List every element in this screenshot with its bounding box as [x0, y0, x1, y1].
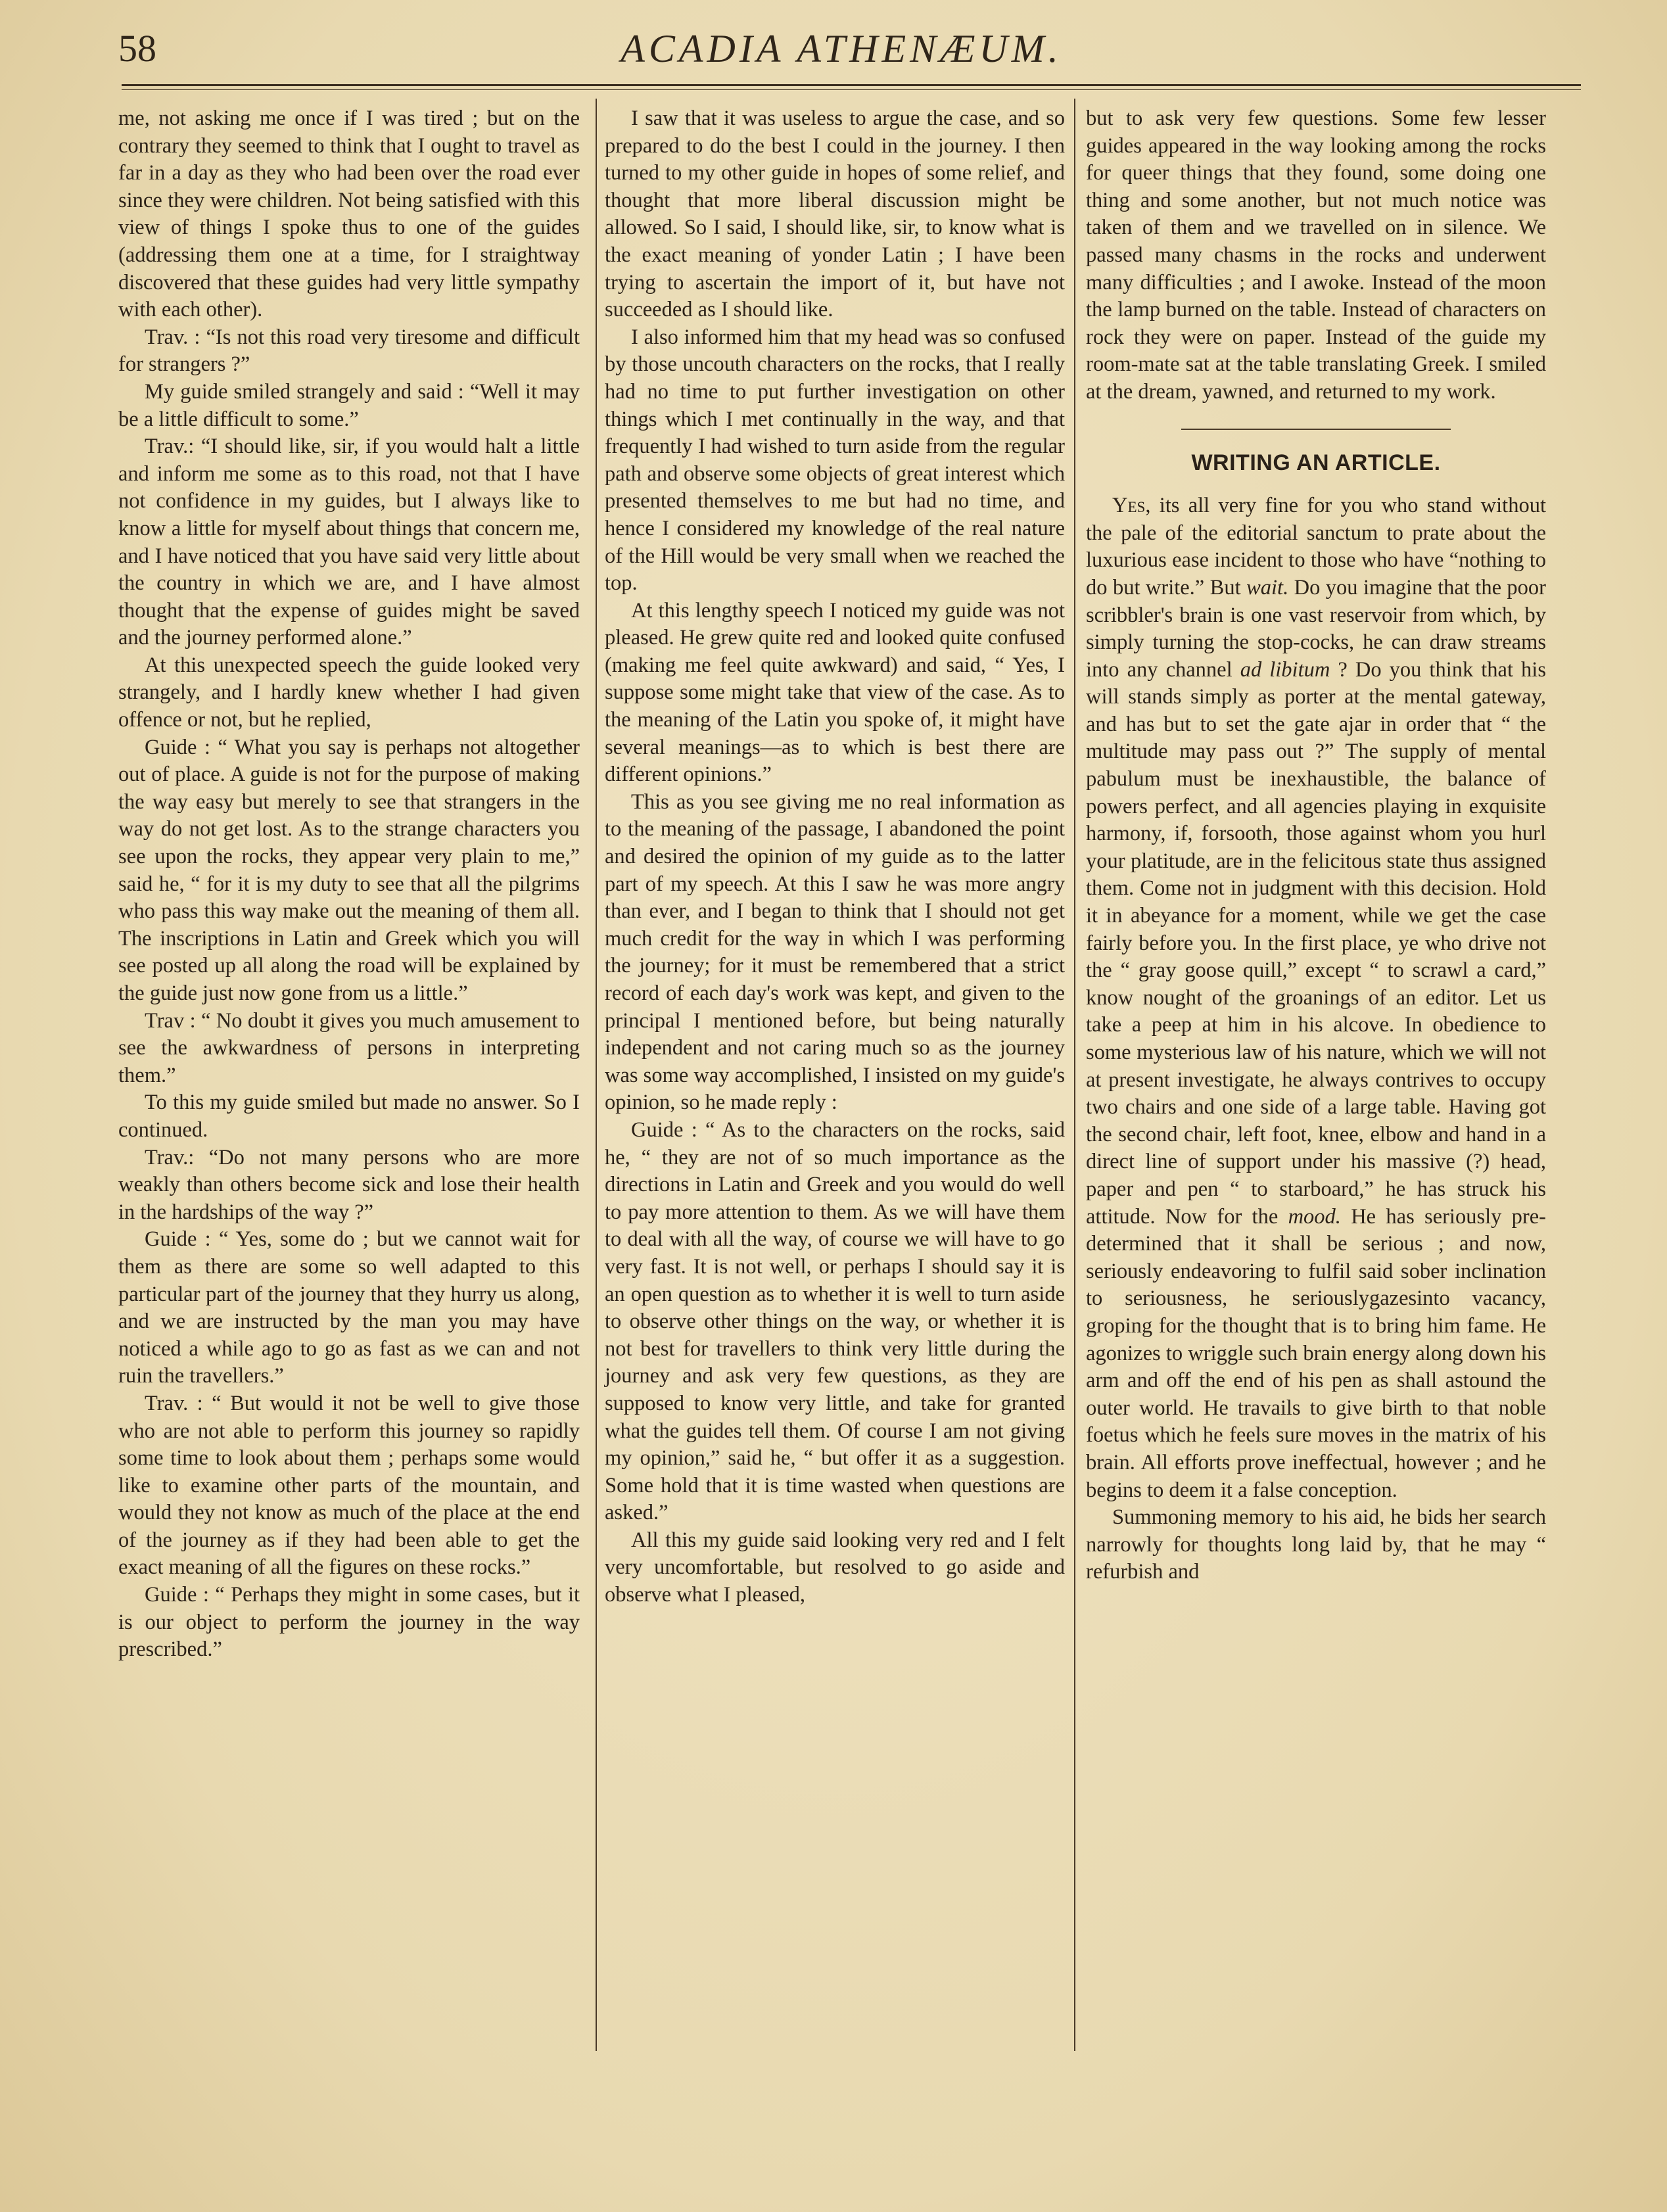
page-number: 58: [118, 27, 156, 70]
page-header: [99, 20, 1584, 92]
paragraph: Guide : “ As to the characters on the rocks, said he, “ they are not of so much importance as the directions in Latin and Greek and you would do well to pay more attention to them. As we will have them to deal with all the way, of course we will have to go very fast. It is not well, or perhaps I should say it is an open question as to whether it is well to turn aside to observe other things on the way, or whether it is not best for travellers to think very little during the journey and ask very few questions, as they are supposed to know very little, and take for granted what the guides tell them. Of course I am not giving my opinion,” said he, “ but offer it as a suggestion. Some hold that it is time wasted when questions are asked.”: [605, 1118, 1065, 1525]
text-run: ? Do you think that his will stands simply as porter at the mental gateway, and has but to set the gate ajar in order that “ the multitude may pass out ?” The supply of mental pabulum must be inexhaustible, the balance of powers perfect, and all agencies playing in exquisite harmony, if, forsooth, those against whom you hurl your platitude, are in the felicitous state thus assigned them. Come not in judgment with this decision. Hold it in abeyance for a moment, while we get the case fairly before you. In the first place, ye who drive not the “ gray goose quill,” except “ to scrawl a card,” know nought of the groanings of an editor. Let us take a peep at him in his alcove. In obedience to some mysterious law of his nature, which we will not at present investigate, he always contrives to occupy two chairs and one side of a large table. Having got the second chair, left foot, knee, elbow and hand in a direct line of support under his massive (?) head, paper and pen “ to starboard,” he has struck his attitude. Now for the: [1086, 657, 1546, 1229]
column-3: [1086, 105, 1546, 1586]
paragraph: Guide : “ Yes, some do ; but we cannot wait for them as there are some so well adapted to this particular part of the journey that they hurry us along, and we are instructed by the man you may have noticed a while ago to go as fast as we can and not ruin the travellers.”: [118, 1227, 580, 1388]
italic-text: mood.: [1288, 1204, 1341, 1229]
column-2: [605, 105, 1065, 1609]
paragraph: Trav. : “ But would it not be well to give those who are not able to perform this journey so rapidly some time to look about them ; perhaps some would like to examine other parts of the mountain, and would they not know as much of the place at the end of the journey as if they had been able to get the exact meaning of all the figures on these rocks.”: [118, 1391, 580, 1580]
paragraph: All this my guide said looking very red and I felt very uncomfortable, but resolved to go aside and observe what I pleased,: [605, 1528, 1065, 1607]
article-opening-paragraph: [1086, 492, 1546, 1504]
paragraph: This as you see giving me no real information as to the meaning of the passage, I abandoned the point and desired the opinion of my guide as to the latter part of my speech. At this I saw he was more angry than ever, and I began to think that I should not get much credit for the way in which I was performing the journey; for it must be remembered that a strict record of each day's work was kept, and given to the principal I mentioned before, but being naturally independent and not caring much so as the journey was some way accomplished, I insisted on my guide's opinion, so he made reply :: [605, 789, 1065, 1115]
paragraph: At this unexpected speech the guide looked very strangely, and I hardly knew whether I had given offence or not, but he replied,: [118, 653, 580, 732]
paragraph: but to ask very few questions. Some few lesser guides appeared in the way looking among the rocks for queer things that they found, some doing one thing and some another, but not much notice was taken of them and we travelled on in silence. We passed many chasms in the rocks and underwent many difficulties ; and I awoke. Instead of the moon the lamp burned on the table. Instead of characters on rock they were on paper. Instead of the guide my room-mate sat at the table translating Greek. I smiled at the dream, yawned, and returned to my work.: [1086, 106, 1546, 404]
paragraph: I also informed him that my head was so confused by those uncouth characters on the rocks, that I really had no time to put further investigation on other things which I met continually in the way, and that frequently I had wished to turn aside from the regular path and observe some objects of great interest which presented themselves to me but had no time, and hence I considered my knowledge of the real nature of the Hill would be very small when we reached the top.: [605, 325, 1065, 596]
column-divider: [596, 99, 597, 2051]
column-divider: [1074, 99, 1075, 2051]
paragraph: Trav. : “Is not this road very tiresome and difficult for strangers ?”: [118, 325, 580, 377]
paragraph: My guide smiled strangely and said : “Well it may be a little difficult to some.”: [118, 379, 580, 431]
header-rule-thin: [122, 89, 1581, 90]
header-rule: [122, 84, 1581, 86]
paragraph: Trav.: “I should like, sir, if you would halt a little and inform me some as to this road, not that I have not confidence in my guides, but I always like to know a little for myself about things that concern me, and I have noticed that you have said very little about the country in which we are, and I have almost thought that the expense of guides might be saved and the journey performed alone.”: [118, 435, 580, 650]
publication-title: ACADIA ATHENÆUM.: [621, 27, 1062, 70]
paragraph: Trav : “ No doubt it gives you much amusement to see the awkwardness of persons in interpreting them.”: [118, 1008, 580, 1087]
italic-text: ad libitum: [1240, 657, 1330, 682]
paragraph: Guide : “ What you say is perhaps not altogether out of place. A guide is not for the purpose of making the way easy but merely to see that strangers in the way do not get lost. As to the strange characters you see upon the rocks, they appear very plain to me,” said he, “ for it is my duty to see that all the pilgrims who pass this way make out the meaning of them all. The inscriptions in Latin and Greek which you will see posted up all along the road will be explained by the guide just now gone from us a little.”: [118, 735, 580, 1005]
section-divider: [1181, 429, 1451, 430]
paragraph: At this lengthy speech I noticed my guide was not pleased. He grew quite red and looked quite confused (making me feel quite awkward) and said, “ Yes, I suppose some might take that view of the case. As to the meaning of the Latin you spoke of, it might have several meanings—as to which is best there are different opinions.”: [605, 598, 1065, 787]
text-run: Do you imagine that the poor scribbler's brain is one vast reservoir from which, by simply turning the stop-cocks, he can draw streams into any channel: [1086, 575, 1546, 682]
italic-text: wait.: [1246, 575, 1289, 600]
paragraph: To this my guide smiled but made no answer. So I continued.: [118, 1091, 580, 1142]
drop-word: Yes: [1112, 494, 1146, 518]
text-run: , its all very fine for you who stand without the pale of the editorial sanctum to prate about the luxurious ease incident to those who have “nothing to do but write.” But: [1086, 494, 1546, 600]
paragraph: Summoning memory to his aid, he bids her search narrowly for thoughts long laid by, that he may “ refurbish and: [1086, 1505, 1546, 1584]
paragraph: I saw that it was useless to argue the case, and so prepared to do the best I could in the journey. I then turned to my other guide in hopes of some relief, and thought that more liberal discussion might be allowed. So I said, I should like, sir, to know what is the exact meaning of yonder Latin ; I have been trying to ascertain the import of it, but have not succeeded as I should like.: [605, 106, 1065, 322]
paragraph: me, not asking me once if I was tired ; but on the contrary they seemed to think that I ought to travel as far in a day as they who had been over the road ever since they were children. Not being satisfied with this view of things I spoke thus to one of the guides (addressing them one at a time, for I straightway discovered that these guides had very little sympathy with each other).: [118, 106, 580, 322]
paragraph: Trav.: “Do not many persons who are more weakly than others become sick and lose their health in the hardships of the way ?”: [118, 1145, 580, 1224]
paragraph: Guide : “ Perhaps they might in some cases, but it is our object to perform the journey in the way prescribed.”: [118, 1583, 580, 1662]
article-heading: WRITING AN ARTICLE.: [1191, 450, 1441, 475]
text-run: He has seriously pre-determined that it shall be serious ; and now, seriously endeavoring to fulfil said sober inclination to seriousness, he seriouslygazesinto vacancy, groping for the thought that is to bring him fame. He agonizes to wriggle such brain energy along down his arm and off the end of his pen as shall astound the outer world. He travails to give birth to that noble foetus which he feels sure moves in the matrix of his brain. All efforts prove ineffectual, however ; and he begins to deem it a false conception.: [1086, 1204, 1546, 1502]
column-1: [118, 105, 580, 1664]
